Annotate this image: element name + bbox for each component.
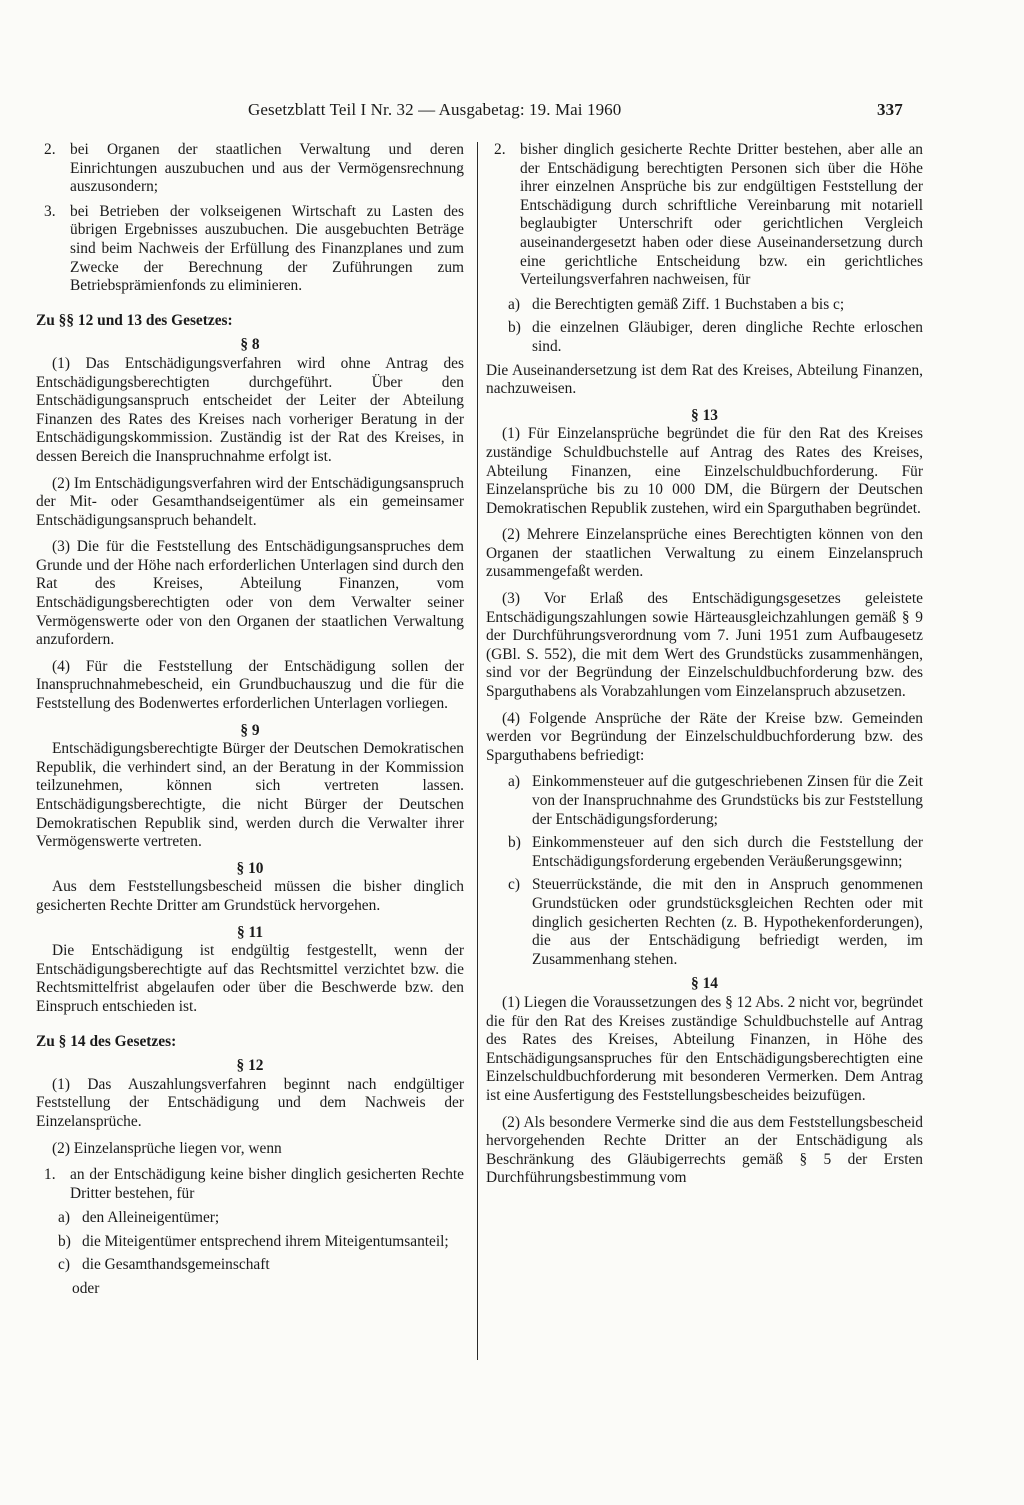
item-text: bei Organen der staatlichen Verwaltung und deren Einrichtungen auszubuchen und aus der Vermögensrechnung auszusondern; bbox=[70, 141, 464, 196]
conjunction-text: oder bbox=[72, 1280, 100, 1298]
paragraph-number: § 14 bbox=[691, 975, 718, 993]
paragraph: Aus dem Feststellungsbescheid müssen die bisher dinglich gesicherten Rechte Dritter am Grundstück hervorgehen. bbox=[36, 878, 464, 914]
paragraph-number: § 13 bbox=[691, 406, 718, 424]
sub-item bbox=[58, 1233, 464, 1252]
paragraph: (1) Das Entschädigungsverfahren wird ohne Antrag des Entschädigungsberechtigten durchgeführt. Über den Entschädigungsanspruch entscheidet der Leiter der Abteilung Finanzen des Rates des Kreises nach vorheriger Beratung in der Entschädigungskommission. Zuständig ist der Rat des Kreises, in dessen Bereich die Inanspruchnahme erfolgt ist. bbox=[36, 354, 464, 465]
sub-item-letter: b) bbox=[58, 1232, 71, 1250]
item-number: 2. bbox=[44, 141, 56, 158]
sub-item-text: den Alleineigentümer; bbox=[82, 1209, 220, 1227]
sub-item-letter: b) bbox=[508, 319, 521, 337]
header-title: Gesetzblatt Teil I Nr. 32 — Ausgabetag: 19. Mai 1960 bbox=[248, 100, 622, 119]
left-column bbox=[36, 141, 464, 1303]
paragraph: Die Entschädigung ist endgültig festgestellt, wenn der Entschädigungsberechtigte auf das Rechtsmittel verzichtet bzw. die Rechtsmittelfrist abgelaufen oder über die Beschwerde bzw. den Einspruch entschieden ist. bbox=[36, 942, 464, 1015]
paragraph: Entschädigungsberechtigte Bürger der Deutschen Demokratischen Republik, die verhindert sind, an der Beratung in der Kommission teilzunehmen, können sich vertreten lassen. Entschädigungsberechtigte, die nicht Bürger der Deutschen Demokratischen Republik sind, werden durch die Verwalter ihrer Vermögenswerte vertreten. bbox=[36, 740, 464, 851]
paragraph: (4) Folgende Ansprüche der Räte der Kreise bzw. Gemeinden werden vor Begründung der Einzelschuldbuchforderung bzw. des Sparguthabens befriedigt: bbox=[486, 709, 923, 764]
paragraph-number: § 10 bbox=[236, 859, 264, 877]
sub-item-letter: a) bbox=[508, 773, 520, 791]
sub-item bbox=[58, 1256, 464, 1275]
item-number: 3. bbox=[44, 202, 56, 220]
sub-item-letter: a) bbox=[508, 295, 520, 313]
page-number: 337 bbox=[877, 100, 903, 119]
paragraph: (1) Liegen die Voraussetzungen des § 12 Abs. 2 nicht vor, begründet die für den Rat des Kreises zuständige Schuldbuchstelle auf Antrag des Rates des Kreises, Abteilung Finanzen, in Höhe des Entschädigungsanspruches für den Entschädigungsberechtigten eine Einzelschuldbuchforderung mit besonderen Vermerken. Dem Antrag ist eine Ausfertigung des Feststellungsbescheides beizufügen. bbox=[486, 993, 923, 1104]
item-text: an der Entschädigung keine bisher dinglich gesicherten Rechte Dritter bestehen, für bbox=[70, 1166, 464, 1202]
paragraph: (2) Als besondere Vermerke sind die aus dem Feststellungsbescheid hervorgehenden Rechte Dritter an der Entschädigung als Beschränkung des Gläubigerrechts gemäß § 5 der Ersten Durchführungsbestimmung vom bbox=[486, 1113, 923, 1187]
sub-item bbox=[58, 1209, 464, 1228]
section-heading: Zu §§ 12 und 13 des Gesetzes: bbox=[36, 311, 233, 329]
sub-item bbox=[508, 319, 923, 356]
sub-item-letter: c) bbox=[508, 876, 520, 894]
paragraph: (1) Das Auszahlungsverfahren beginnt nach endgültiger Feststellung der Entschädigung und dem Nachweis der Einzelansprüche. bbox=[36, 1075, 464, 1130]
paragraph: (2) Im Entschädigungsverfahren wird der Entschädigungsanspruch der Mit- oder Gesamthandseigentümer als ein gemeinsamer Entschädigungsanspruch behandelt. bbox=[36, 474, 464, 529]
sub-item-letter: b) bbox=[508, 834, 521, 852]
paragraph: (2) Mehrere Einzelansprüche eines Berechtigten können von den Organen der staatlichen Verwaltung zu einem Einzelanspruch zusammengefaßt werden. bbox=[486, 526, 923, 581]
section-heading: Zu § 14 des Gesetzes: bbox=[36, 1032, 177, 1050]
sub-item-text: Einkommensteuer auf den sich durch die Feststellung der Entschädigungsforderung ergebenden Veräußerungsgewinn; bbox=[532, 834, 923, 870]
paragraph-number: § 9 bbox=[240, 721, 260, 739]
sub-item-text: Einkommensteuer auf die gutgeschriebenen Zinsen für die Zeit von der Inanspruchnahme des Grundstücks bis zur Feststellung der Entschädigungsforderung; bbox=[532, 773, 923, 828]
sub-item-text: die Miteigentümer entsprechend ihrem Miteigentumsanteil; bbox=[82, 1232, 449, 1250]
list-item bbox=[36, 203, 464, 296]
sub-item-letter: a) bbox=[58, 1209, 70, 1227]
list-item bbox=[36, 1166, 464, 1203]
paragraph: (2) Einzelansprüche liegen vor, wenn bbox=[52, 1139, 282, 1157]
paragraph: (3) Die für die Feststellung des Entschädigungsanspruches dem Grunde und der Höhe nach erforderlichen Unterlagen sind durch den Rat des Kreises, Abteilung Finanzen, vom Entschädigungsberechtigten oder von dem Verwalter seiner Vermögenswerte oder von den Organen der staatlichen Verwaltung anzufordern. bbox=[36, 538, 464, 649]
sub-item bbox=[508, 296, 923, 315]
paragraph-number: § 11 bbox=[236, 923, 264, 941]
paragraph: (3) Vor Erlaß des Entschädigungsgesetzes geleistete Entschädigungszahlungen sowie Härteausgleichzahlungen gemäß § 9 der Durchführungsverordnung vom 7. Juni 1951 zum Aufbaugesetz (GBl. S. 552), die mit dem Wert des Grundstücks zusammenhängen, sind vor der Begründung der Einzelschuldbuchforderung bzw. des Sparguthabens als Vorabzahlungen vom Einzelanspruch abzusetzen. bbox=[486, 590, 923, 701]
sub-item-letter: c) bbox=[58, 1256, 70, 1274]
list-item bbox=[36, 141, 464, 197]
sub-item bbox=[508, 876, 923, 969]
item-number: 2. bbox=[494, 141, 506, 158]
sub-item-text: Steuerrückstände, die mit den in Anspruch genommenen Grundstücken oder grundstücksgleichen Rechten oder mit dinglich gesicherten Rechten (z. B. Hypothekenforderungen), die aus der Entschädigung befriedigt werden, im Zusammenhang stehen. bbox=[532, 876, 923, 968]
sub-item bbox=[508, 773, 923, 829]
right-column bbox=[486, 141, 923, 1196]
sub-item-text: die einzelnen Gläubiger, deren dingliche Rechte erloschen sind. bbox=[532, 319, 923, 355]
column-divider bbox=[477, 142, 478, 1360]
paragraph-number: § 12 bbox=[236, 1057, 264, 1075]
sub-item-text: die Berechtigten gemäß Ziff. 1 Buchstaben a bis c; bbox=[532, 295, 845, 313]
paragraph: (4) Für die Feststellung der Entschädigung sollen der Inanspruchnahmebescheid, ein Grundbuchauszug und die für die Feststellung des Bodenwertes erforderlichen Unterlagen vorliegen. bbox=[36, 657, 464, 713]
list-item bbox=[486, 141, 923, 290]
item-text: bei Betrieben der volkseigenen Wirtschaft zu Lasten des übrigen Ergebnisses auszubuchen. Die ausgebuchten Beträge sind beim Nachweis der Erfüllung des Finanzplanes und zum Zwecke der Berechnung der Zuführungen zum Betriebsprämienfonds zu eliminieren. bbox=[70, 202, 464, 295]
item-text: bisher dinglich gesicherte Rechte Dritter bestehen, aber alle an der Entschädigung berechtigten Personen sich über die Höhe ihrer einzelnen Ansprüche bis zur endgültigen Feststellung der Entschädigung durch schriftliche Vereinbarung mit notariell beglaubigter Unterschrift oder gerichtlichen Vergleich auseinandergesetzt haben oder diese Auseinandersetzung durch eine gerichtliche Entscheidung bzw. ein gerichtliches Verteilungsverfahren nachweisen, für bbox=[520, 141, 923, 289]
paragraph: (1) Für Einzelansprüche begründet die für den Rat des Kreises zuständige Schuldbuchstelle auf Antrag des Rates des Kreises, Abteilung Finanzen, eine Einzelschuldbuchforderung. Für Einzelansprüche bis zu 10 000 DM, die Bürgern der Deutschen Demokratischen Republik zustehen, wird ein Sparguthaben begründet. bbox=[486, 425, 923, 517]
paragraph-number: § 8 bbox=[240, 336, 260, 354]
paragraph: Die Auseinandersetzung ist dem Rat des Kreises, Abteilung Finanzen, nachzuweisen. bbox=[486, 361, 923, 398]
sub-item-text: die Gesamthandsgemeinschaft bbox=[82, 1256, 270, 1274]
sub-item bbox=[508, 834, 923, 871]
item-number: 1. bbox=[44, 1166, 56, 1184]
